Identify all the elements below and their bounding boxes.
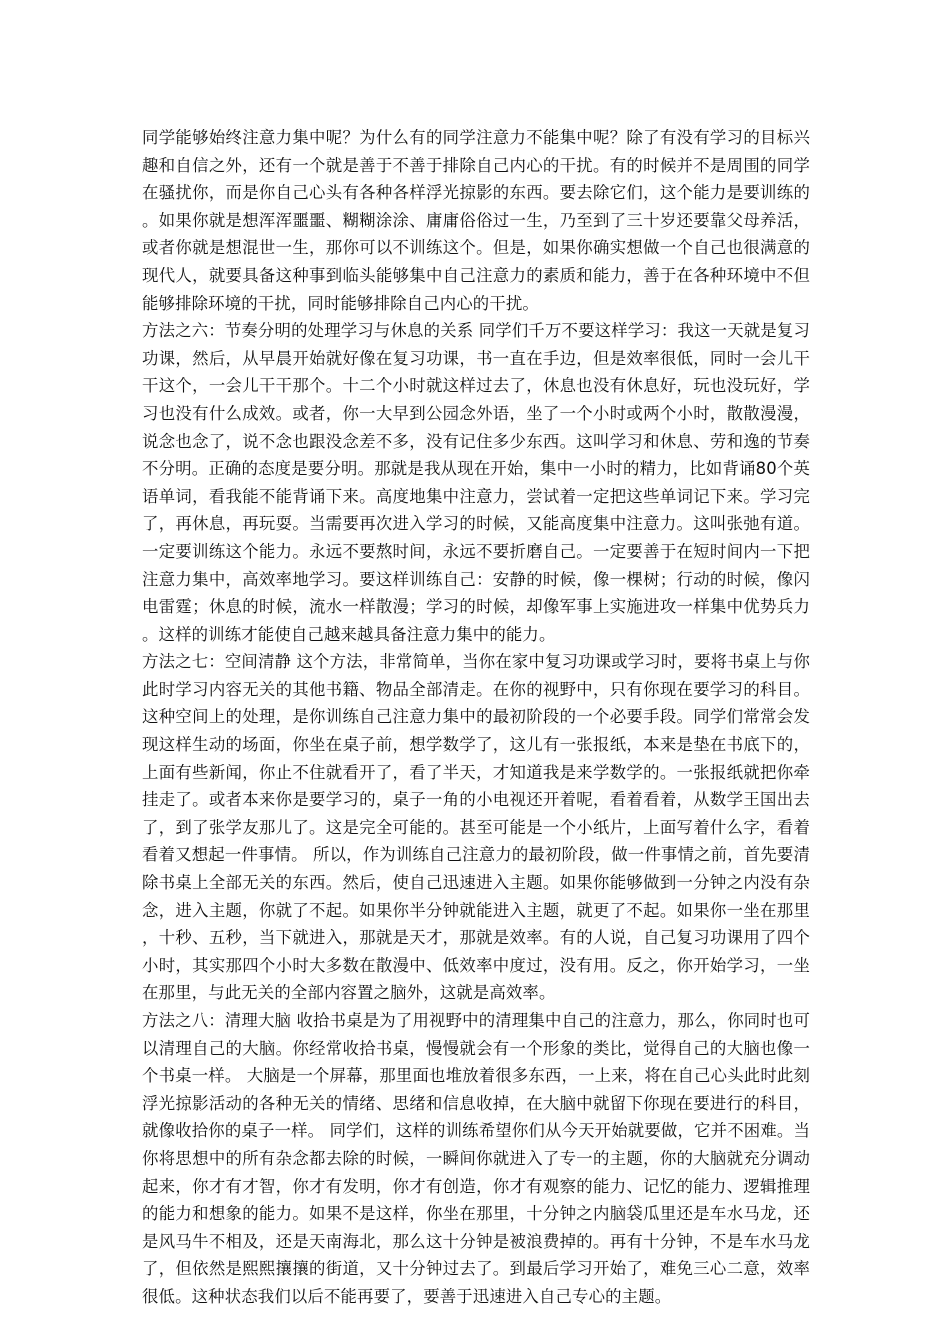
document-body (142, 124, 810, 1311)
paragraph-method-eight: 方法之八：清理大脑 收拾书桌是为了用视野中的清理集中自己的注意力，那么，你同时也可以清理自己的大脑。你经常收拾书桌，慢慢就会有一个形象的类比，觉得自己的大脑也像一个书桌一样。 大脑是一个屏幕，那里面也堆放着很多东西，一上来，将在自己心头此时此刻浮光掠影活动的各种无关的情绪、思绪和信息收掉，在大脑中就留下你现在要进行的科目，就像收拾你的桌子一样。 同学们，这样的训练希望你们从今天开始就要做，它并不困难。当你将思想中的所有杂念都去除的时候，一瞬间你就进入了专一的主题，你的大脑就充分调动起来，你才有才智，你才有发明，你才有创造，你才有观察的能力、记忆的能力、逻辑推理的能力和想象的能力。如果不是这样，你坐在那里，十分钟之内脑袋瓜里还是车水马龙，还是风马牛不相及，还是天南海北，那么这十分钟是被浪费掉的。再有十分钟，不是车水马龙了，但依然是熙熙攘攘的街道，又十分钟过去了。到最后学习开始了，难免三心二意，效率很低。这种状态我们以后不能再要了，要善于迅速进入自己专心的主题。 (142, 1011, 810, 1306)
paragraph-intro: 同学能够始终注意力集中呢？为什么有的同学注意力不能集中呢？除了有没有学习的目标兴趣和自信之外，还有一个就是善于不善于排除自己内心的干扰。有的时候并不是周围的同学在骚扰你，而是你自己心头有各种各样浮光掠影的东西。要去除它们，这个能力是要训练的。如果你就是想浑浑噩噩、糊糊涂涂、庸庸俗俗过一生，乃至到了三十岁还要靠父母养活，或者你就是想混世一生，那你可以不训练这个。但是，如果你确实想做一个自己也很满意的现代人，就要具备这种事到临头能够集中自己注意力的素质和能力，善于在各种环境中不但能够排除环境的干扰，同时能够排除自己内心的干扰。 (142, 128, 810, 313)
paragraph-method-six: 方法之六：节奏分明的处理学习与休息的关系 同学们千万不要这样学习：我这一天就是复习功课，然后，从早晨开始就好像在复习功课，书一直在手边，但是效率很低，同时一会儿干干这个，一会儿干干那个。十二个小时就这样过去了，休息也没有休息好，玩也没玩好，学习也没有什么成效。或者，你一大早到公园念外语，坐了一个小时或两个小时，散散漫漫，说念也念了，说不念也跟没念差不多，没有记住多少东西。这叫学习和休息、劳和逸的节奏不分明。正确的态度是要分明。那就是我从现在开始，集中一小时的精力，比如背诵80个英语单词，看我能不能背诵下来。高度地集中注意力，尝试着一定把这些单词记下来。学习完了，再休息，再玩耍。当需要再次进入学习的时候，又能高度集中注意力。这叫张弛有道。一定要训练这个能力。永远不要熬时间，永远不要折磨自己。一定要善于在短时间内一下把注意力集中，高效率地学习。要这样训练自己：安静的时候，像一棵树；行动的时候，像闪电雷霆；休息的时候，流水一样散漫；学习的时候，却像军事上实施进攻一样集中优势兵力。这样的训练才能使自己越来越具备注意力集中的能力。 (142, 321, 810, 644)
paragraph-method-seven: 方法之七：空间清静 这个方法，非常简单，当你在家中复习功课或学习时，要将书桌上与你此时学习内容无关的其他书籍、物品全部清走。在你的视野中，只有你现在要学习的科目。这种空间上的处理，是你训练自己注意力集中的最初阶段的一个必要手段。同学们常常会发现这样生动的场面，你坐在桌子前，想学数学了，这儿有一张报纸，本来是垫在书底下的，上面有些新闻，你止不住就看开了，看了半天，才知道我是来学数学的。一张报纸就把你牵挂走了。或者本来你是要学习的，桌子一角的小电视还开着呢，看着看着，从数学王国出去了，到了张学友那儿了。这是完全可能的。甚至可能是一个小纸片，上面写着什么字，看着看着又想起一件事情。 所以，作为训练自己注意力的最初阶段，做一件事情之前，首先要清除书桌上全部无关的东西。然后，使自己迅速进入主题。如果你能够做到一分钟之内没有杂念，进入主题，你就了不起。如果你半分钟就能进入主题，就更了不起。如果你一坐在那里，十秒、五秒，当下就进入，那就是天才，那就是效率。有的人说，自己复习功课用了四个小时，其实那四个小时大多数在散漫中、低效率中度过，没有用。反之，你开始学习，一坐在那里，与此无关的全部内容置之脑外，这就是高效率。 (142, 652, 810, 1003)
